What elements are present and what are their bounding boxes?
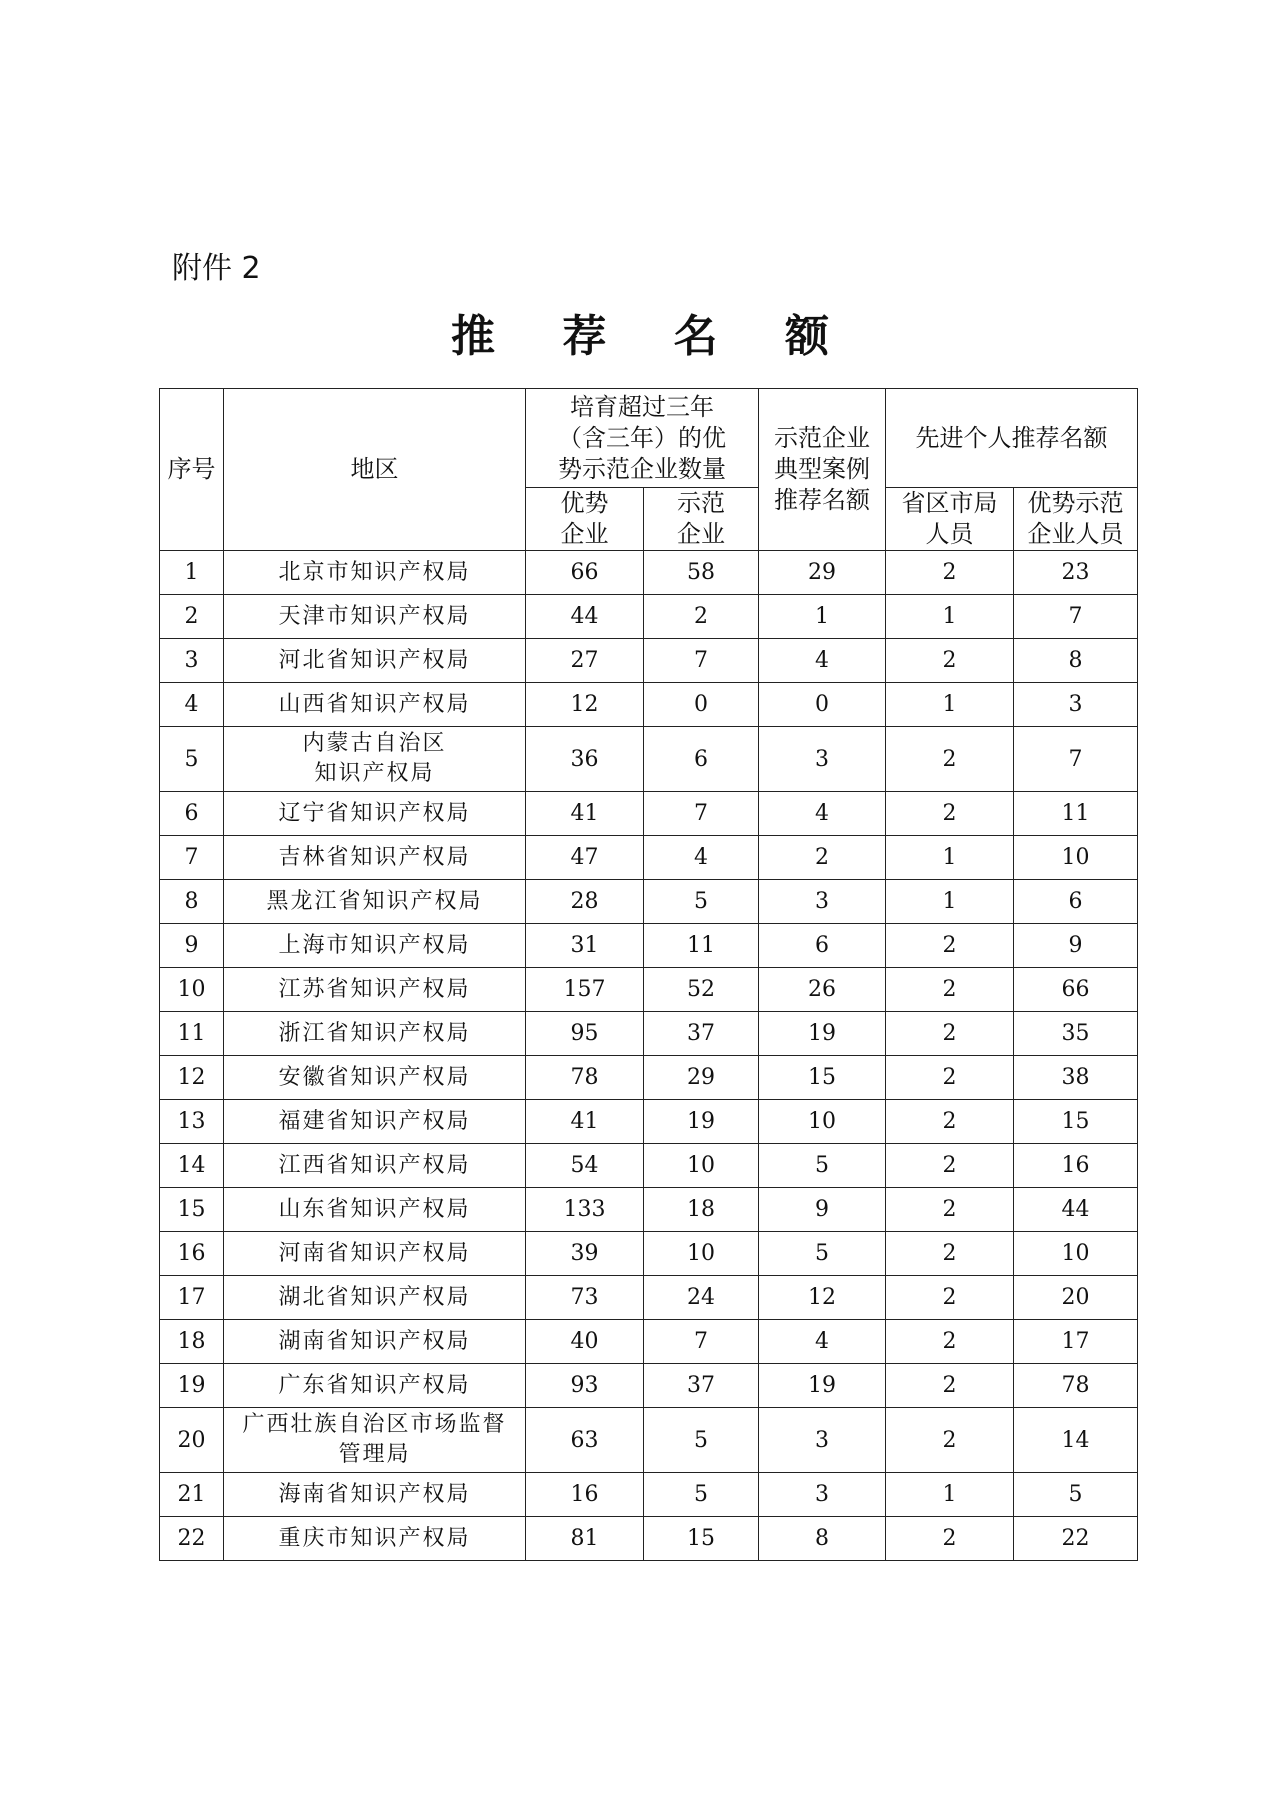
cell-region: 山西省知识产权局: [224, 683, 526, 727]
cell-seq: 22: [160, 1517, 224, 1561]
cell-region: 江西省知识产权局: [224, 1144, 526, 1188]
cell-enterprise-staff: 10: [1014, 836, 1138, 880]
cell-demo-enterprises: 7: [644, 639, 759, 683]
cell-bureau-staff: 1: [886, 595, 1014, 639]
cell-enterprise-staff: 3: [1014, 683, 1138, 727]
cell-demo-enterprises: 52: [644, 968, 759, 1012]
cell-region: 天津市知识产权局: [224, 595, 526, 639]
cell-demo-enterprises: 5: [644, 1473, 759, 1517]
cell-case-quota: 19: [759, 1364, 886, 1408]
cell-case-quota: 8: [759, 1517, 886, 1561]
cell-bureau-staff: 2: [886, 1276, 1014, 1320]
table-row: [160, 1276, 1138, 1320]
cell-bureau-staff: 2: [886, 1408, 1014, 1473]
cell-region: 上海市知识产权局: [224, 924, 526, 968]
header-seq: 序号: [160, 389, 224, 551]
cell-region: 福建省知识产权局: [224, 1100, 526, 1144]
cell-bureau-staff: 1: [886, 880, 1014, 924]
table-row: [160, 968, 1138, 1012]
cell-seq: 11: [160, 1012, 224, 1056]
cell-bureau-staff: 2: [886, 1232, 1014, 1276]
cell-enterprise-staff: 23: [1014, 551, 1138, 595]
cell-advantage-enterprises: 40: [526, 1320, 644, 1364]
cell-seq: 7: [160, 836, 224, 880]
cell-bureau-staff: 2: [886, 1517, 1014, 1561]
cell-region: 安徽省知识产权局: [224, 1056, 526, 1100]
cell-demo-enterprises: 7: [644, 1320, 759, 1364]
cell-advantage-enterprises: 16: [526, 1473, 644, 1517]
table-row: [160, 1320, 1138, 1364]
cell-seq: 17: [160, 1276, 224, 1320]
cell-demo-enterprises: 37: [644, 1012, 759, 1056]
cell-enterprise-staff: 15: [1014, 1100, 1138, 1144]
table-row: [160, 1364, 1138, 1408]
cell-seq: 12: [160, 1056, 224, 1100]
cell-region: 湖南省知识产权局: [224, 1320, 526, 1364]
cell-case-quota: 3: [759, 1408, 886, 1473]
cell-bureau-staff: 2: [886, 924, 1014, 968]
header-demo-enterprise-count: 培育超过三年（含三年）的优势示范企业数量: [526, 389, 759, 488]
cell-advantage-enterprises: 28: [526, 880, 644, 924]
cell-demo-enterprises: 0: [644, 683, 759, 727]
cell-seq: 4: [160, 683, 224, 727]
cell-region: 浙江省知识产权局: [224, 1012, 526, 1056]
cell-seq: 9: [160, 924, 224, 968]
cell-enterprise-staff: 66: [1014, 968, 1138, 1012]
cell-advantage-enterprises: 81: [526, 1517, 644, 1561]
table-row: [160, 1408, 1138, 1473]
cell-enterprise-staff: 5: [1014, 1473, 1138, 1517]
cell-bureau-staff: 2: [886, 727, 1014, 792]
header-demo-enterprise: 示范企业: [644, 488, 759, 551]
table-row: [160, 727, 1138, 792]
cell-advantage-enterprises: 54: [526, 1144, 644, 1188]
cell-enterprise-staff: 7: [1014, 727, 1138, 792]
table-row: [160, 1144, 1138, 1188]
cell-region: 海南省知识产权局: [224, 1473, 526, 1517]
cell-seq: 13: [160, 1100, 224, 1144]
cell-case-quota: 5: [759, 1144, 886, 1188]
cell-demo-enterprises: 24: [644, 1276, 759, 1320]
cell-region: 湖北省知识产权局: [224, 1276, 526, 1320]
table-row: [160, 1012, 1138, 1056]
cell-case-quota: 3: [759, 880, 886, 924]
cell-case-quota: 9: [759, 1188, 886, 1232]
cell-seq: 5: [160, 727, 224, 792]
cell-enterprise-staff: 38: [1014, 1056, 1138, 1100]
table-row: [160, 1517, 1138, 1561]
cell-advantage-enterprises: 66: [526, 551, 644, 595]
cell-advantage-enterprises: 73: [526, 1276, 644, 1320]
cell-region: 辽宁省知识产权局: [224, 792, 526, 836]
cell-bureau-staff: 2: [886, 968, 1014, 1012]
cell-case-quota: 0: [759, 683, 886, 727]
cell-case-quota: 29: [759, 551, 886, 595]
cell-case-quota: 6: [759, 924, 886, 968]
cell-bureau-staff: 2: [886, 1012, 1014, 1056]
cell-case-quota: 4: [759, 1320, 886, 1364]
header-advantage-enterprise: 优势企业: [526, 488, 644, 551]
cell-seq: 10: [160, 968, 224, 1012]
cell-seq: 18: [160, 1320, 224, 1364]
cell-advantage-enterprises: 93: [526, 1364, 644, 1408]
cell-demo-enterprises: 15: [644, 1517, 759, 1561]
cell-enterprise-staff: 16: [1014, 1144, 1138, 1188]
table-row: [160, 639, 1138, 683]
table-row: [160, 1188, 1138, 1232]
cell-demo-enterprises: 58: [644, 551, 759, 595]
cell-region: 吉林省知识产权局: [224, 836, 526, 880]
cell-advantage-enterprises: 157: [526, 968, 644, 1012]
table-row: [160, 880, 1138, 924]
cell-bureau-staff: 2: [886, 639, 1014, 683]
cell-advantage-enterprises: 95: [526, 1012, 644, 1056]
cell-enterprise-staff: 9: [1014, 924, 1138, 968]
table-row: [160, 551, 1138, 595]
cell-demo-enterprises: 29: [644, 1056, 759, 1100]
header-enterprise-staff: 优势示范企业人员: [1014, 488, 1138, 551]
cell-advantage-enterprises: 39: [526, 1232, 644, 1276]
table-row: [160, 836, 1138, 880]
cell-region: 河北省知识产权局: [224, 639, 526, 683]
cell-demo-enterprises: 6: [644, 727, 759, 792]
cell-demo-enterprises: 11: [644, 924, 759, 968]
cell-region: 黑龙江省知识产权局: [224, 880, 526, 924]
cell-bureau-staff: 1: [886, 836, 1014, 880]
cell-seq: 3: [160, 639, 224, 683]
cell-advantage-enterprises: 12: [526, 683, 644, 727]
table-row: [160, 1232, 1138, 1276]
cell-seq: 14: [160, 1144, 224, 1188]
cell-bureau-staff: 2: [886, 1056, 1014, 1100]
cell-advantage-enterprises: 47: [526, 836, 644, 880]
cell-region: 河南省知识产权局: [224, 1232, 526, 1276]
cell-seq: 21: [160, 1473, 224, 1517]
table-row: [160, 924, 1138, 968]
table-row: [160, 1473, 1138, 1517]
cell-enterprise-staff: 44: [1014, 1188, 1138, 1232]
header-bureau-staff: 省区市局人员: [886, 488, 1014, 551]
table-row: [160, 595, 1138, 639]
cell-bureau-staff: 2: [886, 551, 1014, 595]
cell-enterprise-staff: 8: [1014, 639, 1138, 683]
cell-case-quota: 15: [759, 1056, 886, 1100]
cell-seq: 6: [160, 792, 224, 836]
cell-bureau-staff: 2: [886, 1144, 1014, 1188]
cell-case-quota: 12: [759, 1276, 886, 1320]
cell-demo-enterprises: 19: [644, 1100, 759, 1144]
cell-enterprise-staff: 11: [1014, 792, 1138, 836]
cell-demo-enterprises: 7: [644, 792, 759, 836]
cell-enterprise-staff: 6: [1014, 880, 1138, 924]
cell-advantage-enterprises: 63: [526, 1408, 644, 1473]
cell-advantage-enterprises: 78: [526, 1056, 644, 1100]
cell-case-quota: 19: [759, 1012, 886, 1056]
table-row: [160, 1056, 1138, 1100]
cell-seq: 2: [160, 595, 224, 639]
cell-case-quota: 3: [759, 727, 886, 792]
cell-region: 重庆市知识产权局: [224, 1517, 526, 1561]
cell-advantage-enterprises: 44: [526, 595, 644, 639]
header-typical-cases: 示范企业典型案例推荐名额: [759, 389, 886, 551]
cell-bureau-staff: 2: [886, 792, 1014, 836]
attachment-label: 附件 2: [172, 251, 261, 286]
cell-region: 广东省知识产权局: [224, 1364, 526, 1408]
cell-case-quota: 26: [759, 968, 886, 1012]
cell-advantage-enterprises: 36: [526, 727, 644, 792]
cell-case-quota: 2: [759, 836, 886, 880]
cell-advantage-enterprises: 41: [526, 1100, 644, 1144]
cell-demo-enterprises: 37: [644, 1364, 759, 1408]
cell-seq: 15: [160, 1188, 224, 1232]
cell-seq: 16: [160, 1232, 224, 1276]
cell-enterprise-staff: 35: [1014, 1012, 1138, 1056]
cell-enterprise-staff: 14: [1014, 1408, 1138, 1473]
cell-seq: 19: [160, 1364, 224, 1408]
cell-enterprise-staff: 78: [1014, 1364, 1138, 1408]
cell-enterprise-staff: 10: [1014, 1232, 1138, 1276]
cell-region: 内蒙古自治区 知识产权局: [224, 727, 526, 792]
cell-enterprise-staff: 20: [1014, 1276, 1138, 1320]
cell-advantage-enterprises: 31: [526, 924, 644, 968]
cell-bureau-staff: 2: [886, 1320, 1014, 1364]
cell-bureau-staff: 1: [886, 683, 1014, 727]
quota-table: [159, 388, 1138, 1561]
header-advanced-individuals: 先进个人推荐名额: [886, 389, 1138, 488]
cell-demo-enterprises: 2: [644, 595, 759, 639]
cell-seq: 20: [160, 1408, 224, 1473]
cell-enterprise-staff: 7: [1014, 595, 1138, 639]
cell-region: 江苏省知识产权局: [224, 968, 526, 1012]
page-title: 推 荐 名 额: [451, 311, 855, 362]
cell-demo-enterprises: 10: [644, 1144, 759, 1188]
cell-seq: 8: [160, 880, 224, 924]
cell-demo-enterprises: 5: [644, 1408, 759, 1473]
cell-seq: 1: [160, 551, 224, 595]
cell-demo-enterprises: 5: [644, 880, 759, 924]
header-region: 地区: [224, 389, 526, 551]
cell-advantage-enterprises: 27: [526, 639, 644, 683]
cell-enterprise-staff: 17: [1014, 1320, 1138, 1364]
cell-enterprise-staff: 22: [1014, 1517, 1138, 1561]
table-row: [160, 683, 1138, 727]
table-row: [160, 792, 1138, 836]
cell-bureau-staff: 2: [886, 1364, 1014, 1408]
cell-case-quota: 3: [759, 1473, 886, 1517]
cell-case-quota: 4: [759, 792, 886, 836]
cell-case-quota: 4: [759, 639, 886, 683]
cell-demo-enterprises: 10: [644, 1232, 759, 1276]
cell-region: 北京市知识产权局: [224, 551, 526, 595]
cell-bureau-staff: 2: [886, 1100, 1014, 1144]
cell-demo-enterprises: 18: [644, 1188, 759, 1232]
cell-demo-enterprises: 4: [644, 836, 759, 880]
cell-region: 山东省知识产权局: [224, 1188, 526, 1232]
cell-region: 广西壮族自治区市场监督 管理局: [224, 1408, 526, 1473]
cell-advantage-enterprises: 41: [526, 792, 644, 836]
table-row: [160, 1100, 1138, 1144]
cell-bureau-staff: 2: [886, 1188, 1014, 1232]
cell-case-quota: 5: [759, 1232, 886, 1276]
cell-advantage-enterprises: 133: [526, 1188, 644, 1232]
cell-case-quota: 1: [759, 595, 886, 639]
cell-bureau-staff: 1: [886, 1473, 1014, 1517]
cell-case-quota: 10: [759, 1100, 886, 1144]
